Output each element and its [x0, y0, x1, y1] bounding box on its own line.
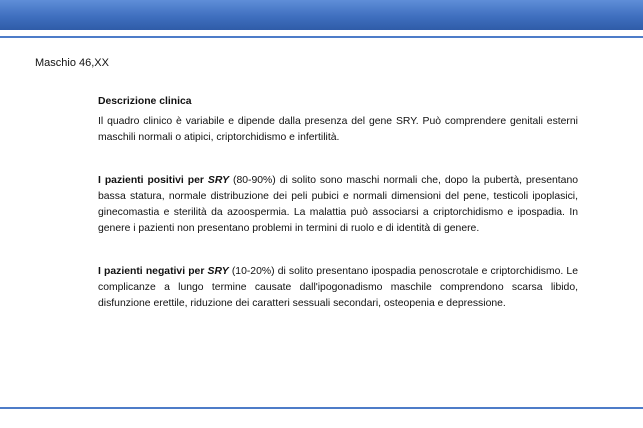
paragraph-descrizione: Il quadro clinico è variabile e dipende dalla presenza del gene SRY. Può comprendere genitali esterni maschili normali o atipici, criptorchidismo e infertilità. — [98, 116, 578, 143]
text-positivi: (80-90%) di solito sono maschi normali che, dopo la pubertà, presentano bassa statura, normale distribuzione dei peli pubici e normali dimensioni del pene, testicoli ipoplasici, ginecomastia e sterilità da azoospermia. La malattia può associarsi a criptorchidismo e ipospadia. In genere i pazienti non presentano problemi in termini di ruolo e di identità di genere. — [98, 175, 578, 234]
content-body — [98, 94, 578, 312]
paragraph-negativi — [98, 264, 578, 312]
section-heading-descrizione: Descrizione clinica — [98, 96, 192, 107]
gene-positivi: SRY — [207, 175, 230, 186]
lead-positivi: I pazienti positivi per — [98, 175, 208, 186]
footer-divider — [0, 407, 643, 409]
header-divider — [0, 36, 643, 38]
header-band — [0, 0, 643, 30]
gene-negativi: SRY — [207, 266, 229, 277]
paragraph-positivi — [98, 173, 578, 237]
spacer — [98, 146, 578, 173]
lead-negativi: I pazienti negativi per — [98, 266, 208, 277]
spacer — [98, 237, 578, 264]
slide-title: Maschio 46,XX — [35, 57, 109, 69]
text-negativi: (10-20%) di solito presentano ipospadia penoscrotale e criptorchidismo. Le complicanze a lungo termine causate dall'ipogonadismo maschile comprendono scarsa libido, disfunzione erettile, riduzione dei caratteri sessuali secondari, osteopenia e depressione. — [98, 266, 578, 309]
